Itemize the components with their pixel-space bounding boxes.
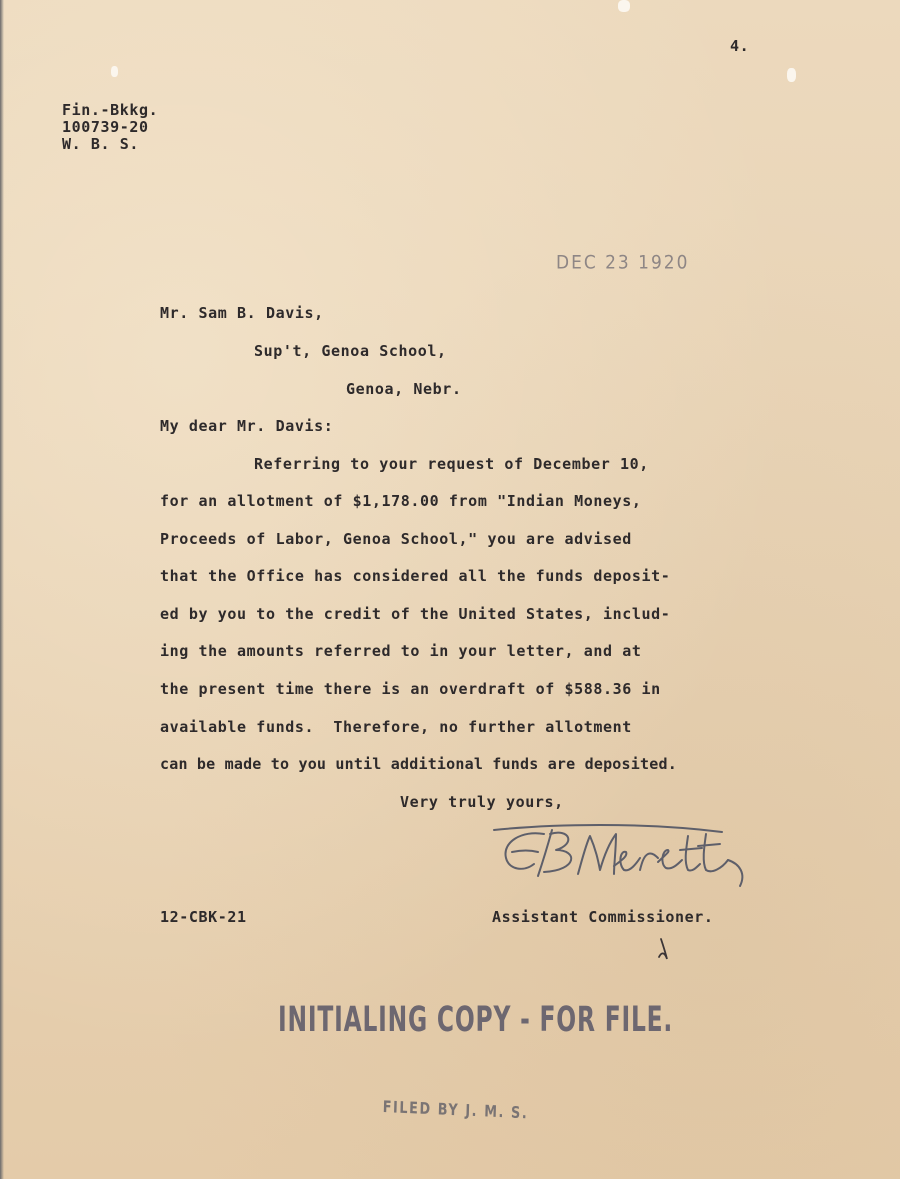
salutation: My dear Mr. Davis: <box>160 417 334 435</box>
reference-line-2: 100739-20 <box>62 118 149 136</box>
body-line: that the Office has considered all the funds deposit- <box>160 567 671 585</box>
body-line: can be made to you until additional funds are deposited. <box>160 755 677 773</box>
filed-by-stamp: FILED BY J. M. S. <box>382 1097 529 1123</box>
initialing-copy-stamp: INITIALING COPY - FOR FILE. <box>278 1000 674 1041</box>
handwritten-signature <box>492 820 752 890</box>
addressee-name: Mr. Sam B. Davis, <box>160 304 324 322</box>
body-line: Proceeds of Labor, Genoa School," you are advised <box>160 530 632 548</box>
body-line: for an allotment of $1,178.00 from "Indian Moneys, <box>160 492 642 510</box>
page-number: 4. <box>730 37 750 55</box>
file-code: 12-CBK-21 <box>160 908 247 926</box>
closing: Very truly yours, <box>400 793 564 811</box>
page-edge-shadow <box>0 0 4 1179</box>
signer-title: Assistant Commissioner. <box>492 908 714 926</box>
addressee-location: Genoa, Nebr. <box>346 380 462 398</box>
body-line: ing the amounts referred to in your letter, and at <box>160 642 642 660</box>
date-stamp: DEC 23 1920 <box>556 252 690 274</box>
pencil-tick-mark <box>655 935 677 963</box>
punch-hole <box>111 66 118 77</box>
punch-hole <box>787 68 796 82</box>
reference-block <box>62 102 158 153</box>
reference-line-3: W. B. S. <box>62 135 140 153</box>
punch-hole <box>618 0 630 12</box>
addressee-title: Sup't, Genoa School, <box>254 342 447 360</box>
body-line: available funds. Therefore, no further allotment <box>160 718 632 736</box>
body-line: the present time there is an overdraft of $588.36 in <box>160 680 661 698</box>
body-line: Referring to your request of December 10, <box>254 455 649 473</box>
body-line: ed by you to the credit of the United States, includ- <box>160 605 671 623</box>
reference-line-1: Fin.-Bkkg. <box>62 101 159 119</box>
